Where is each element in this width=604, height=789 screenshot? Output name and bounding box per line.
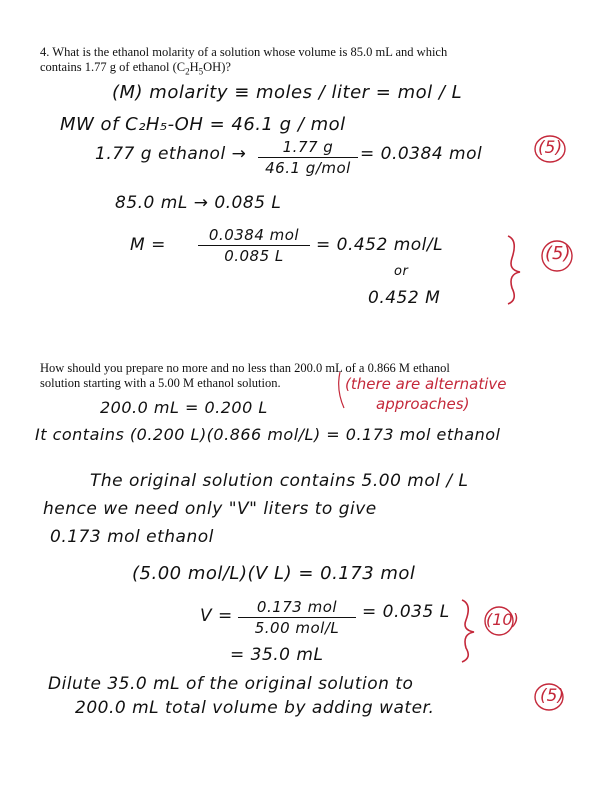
original-solution-line: The original solution contains 5.00 mol / L — [90, 471, 469, 491]
q1-text-c: OH)? — [203, 60, 231, 74]
points-moles: (5) — [538, 138, 563, 158]
molarity-alt-result: 0.452 M — [368, 288, 441, 308]
alternative-note-line-2: approaches) — [376, 395, 470, 413]
volume-conversion: 85.0 mL → 0.085 L — [115, 193, 282, 213]
moles-denominator: 46.1 g/mol — [265, 159, 351, 177]
ethanol-moles-line: 0.173 mol ethanol — [50, 527, 214, 547]
need-v-liters-line: hence we need only "V" liters to give — [43, 499, 377, 519]
dilution-equation: (5.00 mol/L)(V L) = 0.173 mol — [132, 563, 416, 584]
volume-denominator: 5.00 mol/L — [254, 619, 340, 637]
question-2-line-2: solution starting with a 5.00 M ethanol solution. — [40, 376, 281, 390]
moles-numerator: 1.77 g — [282, 138, 334, 156]
q1-sub-a: 2 — [185, 66, 190, 77]
molarity-definition: (M) molarity ≡ moles / liter = mol / L — [112, 82, 463, 103]
volume-result-liters: = 0.035 L — [362, 602, 450, 622]
molarity-calc-lhs: M = — [130, 235, 166, 255]
moles-calc-lhs: 1.77 g ethanol → — [95, 144, 247, 164]
alternative-note-line-1: (there are alternative — [345, 375, 507, 393]
dilution-instruction-line-1: Dilute 35.0 mL of the original solution to — [48, 674, 414, 694]
molarity-result: = 0.452 mol/L — [316, 235, 444, 255]
or-label: or — [394, 264, 409, 279]
points-molarity: (5) — [545, 243, 571, 264]
q1-text-b: H — [189, 60, 199, 74]
volume-numerator: 0.173 mol — [256, 598, 338, 616]
note-bracket — [339, 372, 344, 408]
q1-sub-b: 5 — [198, 66, 204, 77]
points-volume: (10) — [486, 610, 519, 629]
molarity-numerator: 0.0384 mol — [208, 226, 300, 244]
points-circle — [485, 607, 513, 635]
points-dilution: (5) — [540, 686, 565, 706]
question-2-line-1: How should you prepare no more and no less than 200.0 mL of a 0.866 M ethanol — [40, 361, 450, 375]
volume-result-ml: = 35.0 mL — [230, 645, 324, 665]
volume-calc-lhs: V = — [200, 606, 233, 626]
moles-result: = 0.0384 mol — [360, 144, 483, 164]
molarity-denominator: 0.085 L — [224, 247, 284, 265]
brace-molarity — [508, 236, 520, 304]
question-1-line-1: 4. What is the ethanol molarity of a solution whose volume is 85.0 mL and which — [40, 45, 448, 59]
target-volume: 200.0 mL = 0.200 L — [100, 398, 268, 417]
dilution-instruction-line-2: 200.0 mL total volume by adding water. — [75, 698, 435, 718]
points-circle — [542, 241, 572, 271]
q1-text-a: contains 1.77 g of ethanol (C — [40, 60, 186, 74]
moles-contained: It contains (0.200 L)(0.866 mol/L) = 0.173 mol ethanol — [35, 425, 501, 444]
molecular-weight-line: MW of C₂H₅-OH = 46.1 g / mol — [60, 114, 346, 135]
points-circle — [535, 684, 563, 710]
points-circle — [535, 136, 565, 162]
brace-volume — [462, 600, 474, 662]
